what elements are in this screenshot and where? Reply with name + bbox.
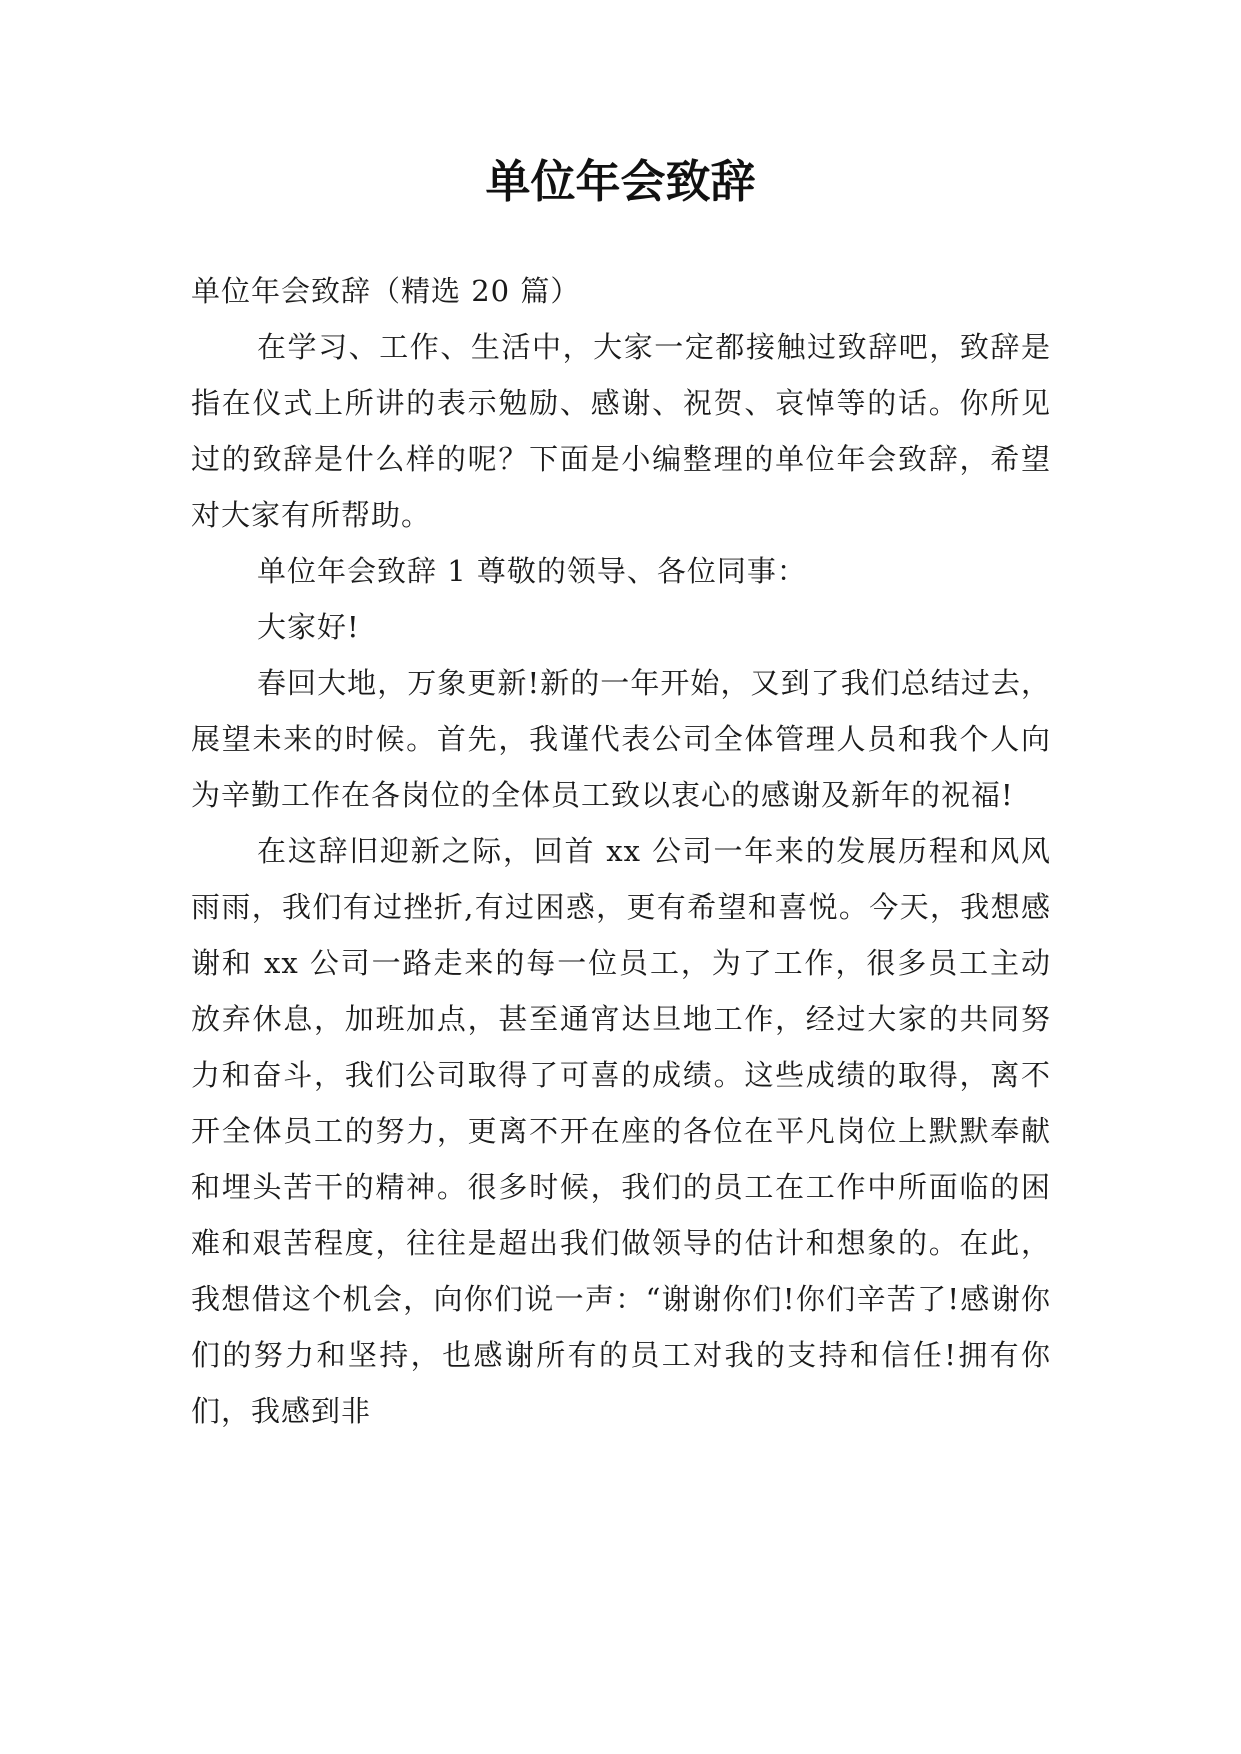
paragraph-body-1: 春回大地，万象更新!新的一年开始，又到了我们总结过去，展望未来的时候。首先，我谨代表公司全体管理人员和我个人向为辛勤工作在各岗位的全体员工致以衷心的感谢及新年的祝福! — [191, 666, 1051, 812]
document-body — [191, 263, 1051, 1439]
document-title: 单位年会致辞 — [485, 155, 756, 208]
paragraph-body-2: 在这辞旧迎新之际，回首 xx 公司一年来的发展历程和风风雨雨，我们有过挫折,有过困惑，更有希望和喜悦。今天，我想感谢和 xx 公司一路走来的每一位员工，为了工作，很多员工主动放弃休息，加班加点，甚至通宵达旦地工作，经过大家的共同努力和奋斗，我们公司取得了可喜的成绩。这些成绩的取得，离不开全体员工的努力，更离不开在座的各位在平凡岗位上默默奉献和埋头苦干的精神。很多时候，我们的员工在工作中所面临的困难和艰苦程度，往往是超出我们做领导的估计和想象的。在此，我想借这个机会，向你们说一声：“谢谢你们!你们辛苦了!感谢你们的努力和坚持，也感谢所有的员工对我的支持和信任!拥有你们，我感到非 — [191, 834, 1051, 1428]
paragraph-salutation: 单位年会致辞 1 尊敬的领导、各位同事： — [257, 554, 807, 588]
paragraph-subtitle: 单位年会致辞（精选 20 篇） — [191, 274, 581, 308]
paragraph-intro: 在学习、工作、生活中，大家一定都接触过致辞吧，致辞是指在仪式上所讲的表示勉励、感谢、祝贺、哀悼等的话。你所见过的致辞是什么样的呢？下面是小编整理的单位年会致辞，希望对大家有所帮助。 — [191, 330, 1051, 532]
paragraph-greeting: 大家好! — [257, 610, 360, 644]
